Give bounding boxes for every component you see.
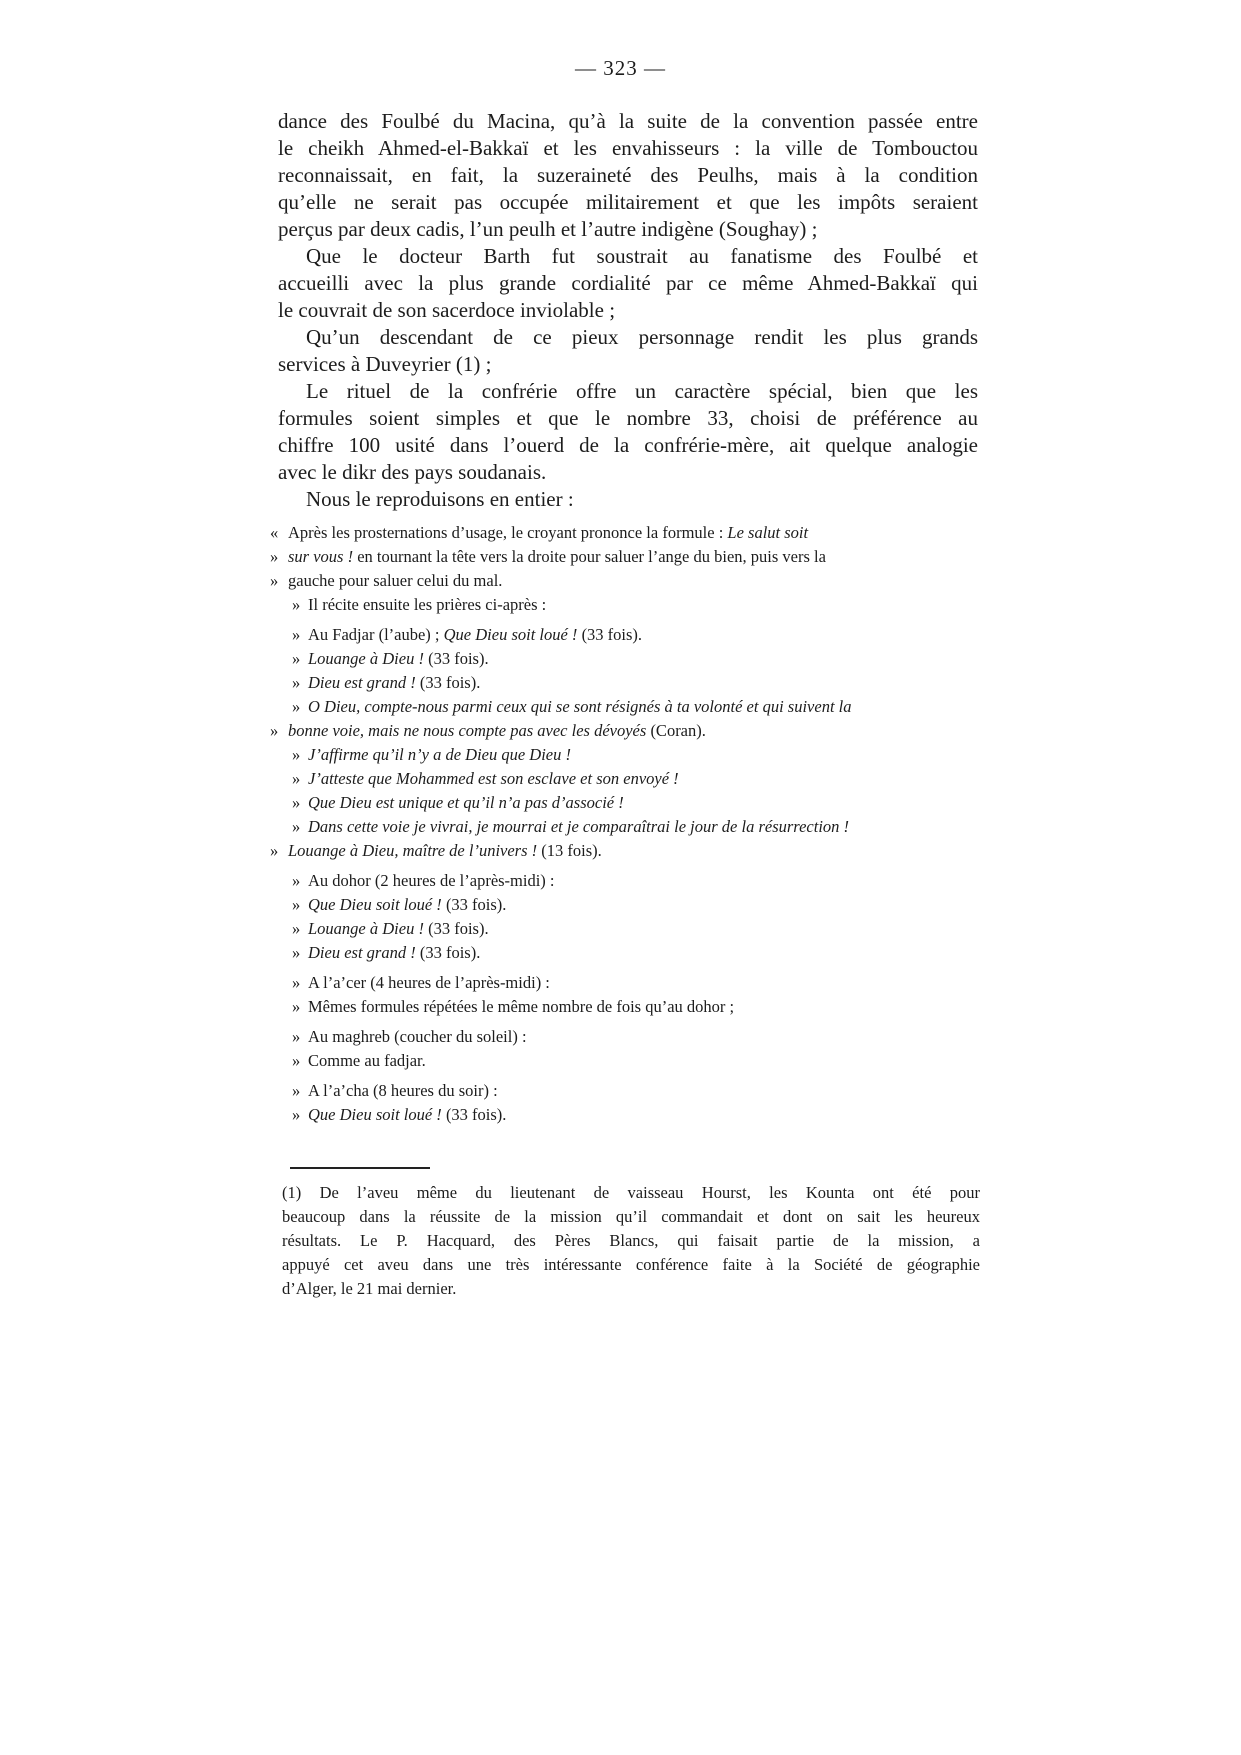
quote-line: » Que Dieu soit loué ! (33 fois).	[270, 893, 978, 917]
quote-line: » Dans cette voie je vivrai, je mourrai et je comparaîtrai le jour de la résurrection !	[270, 815, 978, 839]
body-line: Nous le reproduisons en entier :	[306, 487, 574, 511]
body-line: accueilli avec la plus grande cordialité par ce même Ahmed-Bakkaï qui	[278, 271, 978, 295]
body-line: reconnaissait, en fait, la suzeraineté des Peulhs, mais à la condition	[278, 163, 978, 187]
quote-line: » Mêmes formules répétées le même nombre de fois qu’au dohor ;	[270, 995, 978, 1019]
footnote-line: beaucoup dans la réussite de la mission qu’il commandait et dont on sait les heureux	[282, 1207, 980, 1226]
body-line: Qu’un descendant de ce pieux personnage rendit les plus grands	[306, 325, 978, 349]
body-line: formules soient simples et que le nombre 33, choisi de préférence au	[278, 406, 978, 430]
quote-mark: »	[292, 769, 301, 788]
footnote-line: résultats. Le P. Hacquard, des Pères Blancs, qui faisait partie de la mission, a	[282, 1231, 980, 1250]
quote-mark: »	[292, 1051, 301, 1070]
quote-line: » Comme au fadjar.	[270, 1049, 978, 1073]
quote-mark: »	[270, 841, 279, 860]
quote-mark: »	[292, 817, 301, 836]
body-line: services à Duveyrier (1) ;	[278, 352, 492, 376]
quote-mark: »	[292, 649, 301, 668]
quote-line: » J’atteste que Mohammed est son esclave et son envoyé !	[270, 767, 978, 791]
quote-line: » gauche pour saluer celui du mal.	[270, 569, 978, 593]
quote-line: » Au dohor (2 heures de l’après-midi) :	[270, 869, 978, 893]
body-line: chiffre 100 usité dans l’ouerd de la confrérie-mère, ait quelque analogie	[278, 433, 978, 457]
quote-line: « Après les prosternations d’usage, le croyant prononce la formule : Le salut soit	[270, 521, 978, 545]
footnote-line: appuyé cet aveu dans une très intéressante conférence faite à la Société de géographie	[282, 1255, 980, 1274]
quote-line: » Il récite ensuite les prières ci-après :	[270, 593, 978, 617]
quote-mark: »	[292, 997, 301, 1016]
body-line: avec le dikr des pays soudanais.	[278, 460, 547, 484]
quote-line: » Au maghreb (coucher du soleil) :	[270, 1025, 978, 1049]
quote-mark: »	[292, 1105, 301, 1124]
quote-mark: »	[270, 571, 279, 590]
quote-line: » Que Dieu est unique et qu’il n’a pas d’associé !	[270, 791, 978, 815]
quote-line: » Dieu est grand ! (33 fois).	[270, 671, 978, 695]
footnote	[282, 1181, 980, 1301]
quote-mark: »	[292, 595, 301, 614]
body-line: dance des Foulbé du Macina, qu’à la suite de la convention passée entre	[278, 109, 978, 133]
quote-line: » A l’a’cer (4 heures de l’après-midi) :	[270, 971, 978, 995]
quote-line: » Louange à Dieu ! (33 fois).	[270, 647, 978, 671]
footnote-divider	[290, 1167, 430, 1169]
quoted-ritual	[270, 521, 978, 1127]
quote-mark: »	[270, 547, 279, 566]
body-line: le cheikh Ahmed-el-Bakkaï et les envahisseurs : la ville de Tombouctou	[278, 136, 978, 160]
quote-line: » Dieu est grand ! (33 fois).	[270, 941, 978, 965]
quote-line: » bonne voie, mais ne nous compte pas avec les dévoyés (Coran).	[270, 719, 978, 743]
quote-line: » Louange à Dieu, maître de l’univers ! (13 fois).	[270, 839, 978, 863]
quote-mark: »	[292, 919, 301, 938]
quote-mark: »	[292, 673, 301, 692]
quote-line: » O Dieu, compte-nous parmi ceux qui se sont résignés à ta volonté et qui suivent la	[270, 695, 978, 719]
quote-mark: »	[292, 895, 301, 914]
quote-mark: »	[292, 697, 301, 716]
quote-mark: »	[292, 1027, 301, 1046]
quote-line: » sur vous ! en tournant la tête vers la droite pour saluer l’ange du bien, puis vers la	[270, 545, 978, 569]
page-number: — 323 —	[575, 56, 666, 80]
quote-mark: «	[270, 523, 279, 542]
quote-line: » Louange à Dieu ! (33 fois).	[270, 917, 978, 941]
quote-line: » Que Dieu soit loué ! (33 fois).	[270, 1103, 978, 1127]
quote-mark: »	[270, 721, 279, 740]
quote-line: » A l’a’cha (8 heures du soir) :	[270, 1079, 978, 1103]
quote-mark: »	[292, 625, 301, 644]
quote-mark: »	[292, 871, 301, 890]
body-line: qu’elle ne serait pas occupée militairement et que les impôts seraient	[278, 190, 978, 214]
quote-mark: »	[292, 745, 301, 764]
quote-mark: »	[292, 973, 301, 992]
footnote-line: d’Alger, le 21 mai dernier.	[282, 1279, 457, 1298]
quote-line: » Au Fadjar (l’aube) ; Que Dieu soit loué ! (33 fois).	[270, 623, 978, 647]
quote-line: » J’affirme qu’il n’y a de Dieu que Dieu !	[270, 743, 978, 767]
quote-mark: »	[292, 943, 301, 962]
body-line: Le rituel de la confrérie offre un caractère spécial, bien que les	[306, 379, 978, 403]
body-line: le couvrait de son sacerdoce inviolable ;	[278, 298, 616, 322]
body-line: Que le docteur Barth fut soustrait au fanatisme des Foulbé et	[306, 244, 978, 268]
body-text	[278, 108, 978, 513]
quote-mark: »	[292, 793, 301, 812]
footnote-line: (1) De l’aveu même du lieutenant de vaisseau Hourst, les Kounta ont été pour	[282, 1183, 980, 1202]
quote-mark: »	[292, 1081, 301, 1100]
body-line: perçus par deux cadis, l’un peulh et l’autre indigène (Soughay) ;	[278, 217, 818, 241]
